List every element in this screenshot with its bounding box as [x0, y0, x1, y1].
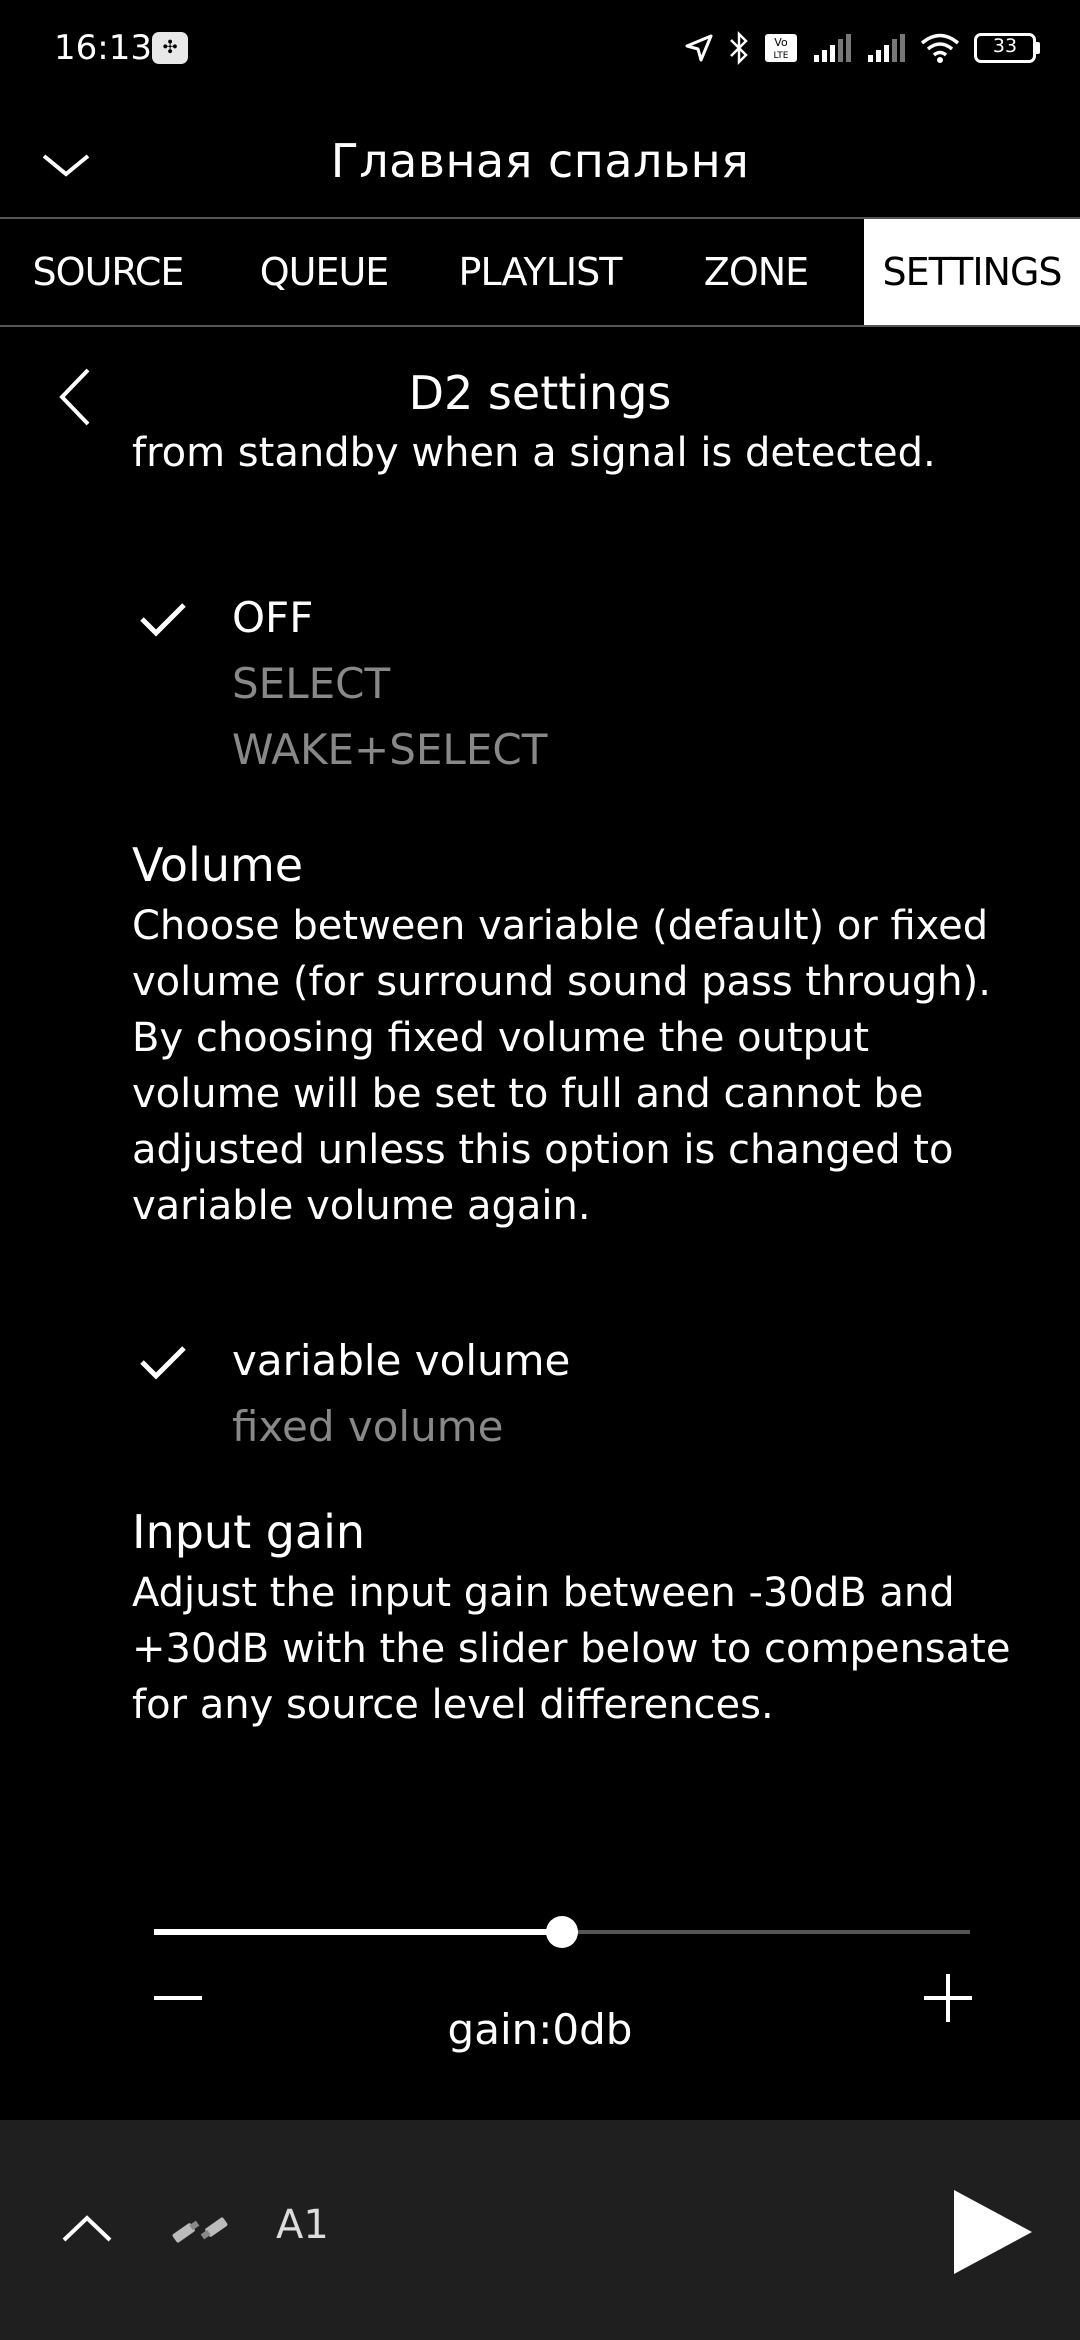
tab-playlist[interactable]: PLAYLIST	[458, 250, 622, 294]
bluetooth-icon	[728, 31, 750, 65]
location-icon	[684, 33, 714, 63]
gain-slider[interactable]	[154, 1912, 970, 1952]
volume-description: Choose between variable (default) or fixed volume (for surround sound pass through). By choosing fixed volume the output volume will be set to full and cannot be adjusted unless this option is changed to variable volume again.	[132, 903, 991, 1229]
header	[0, 110, 1080, 215]
option-wake-select[interactable]	[132, 717, 547, 783]
input-gain-title: Input gain	[132, 1505, 366, 1559]
notification-app-icon: ✣	[152, 32, 188, 64]
option-label: WAKE+SELECT	[232, 725, 548, 774]
source-name: A1	[276, 2202, 329, 2248]
settings-content[interactable]	[0, 430, 1080, 2110]
svg-text:Vo: Vo	[774, 36, 788, 49]
cable-icon	[168, 2198, 232, 2262]
checkmark-icon	[138, 599, 188, 639]
volte-icon	[764, 33, 798, 63]
signal-icon	[866, 33, 906, 63]
slider-thumb[interactable]	[546, 1916, 578, 1948]
gain-value: gain:0db	[447, 2005, 633, 2054]
partial-description: from standby when a signal is detected.	[132, 430, 936, 476]
tab-queue[interactable]: QUEUE	[259, 250, 389, 294]
wifi-icon	[920, 32, 960, 64]
option-off[interactable]	[132, 585, 547, 651]
option-label: variable volume	[232, 1336, 571, 1385]
battery-level: 33	[992, 35, 1018, 57]
slider-fill	[154, 1929, 562, 1935]
option-label: OFF	[232, 593, 314, 642]
status-time: 16:13	[54, 28, 152, 68]
volume-title: Volume	[132, 838, 304, 892]
option-label: SELECT	[232, 659, 391, 708]
play-icon[interactable]	[950, 2186, 1036, 2278]
option-select[interactable]	[132, 651, 547, 717]
wake-options	[132, 585, 547, 783]
player-bar	[0, 2120, 1080, 2340]
status-bar	[0, 0, 1080, 100]
volume-options	[132, 1328, 570, 1460]
room-title: Главная спальня	[330, 134, 750, 188]
svg-text:LTE: LTE	[773, 51, 789, 61]
chevron-left-icon[interactable]	[50, 362, 100, 432]
option-label: fixed volume	[232, 1402, 504, 1451]
tab-source[interactable]: SOURCE	[32, 250, 184, 294]
tab-zone[interactable]: ZONE	[703, 250, 809, 294]
option-variable-volume[interactable]	[132, 1328, 570, 1394]
settings-title: D2 settings	[408, 366, 672, 420]
tab-bar	[0, 217, 1080, 327]
chevron-up-icon[interactable]	[58, 2208, 116, 2248]
tab-settings[interactable]: SETTINGS	[864, 219, 1080, 325]
checkmark-icon	[138, 1342, 188, 1382]
signal-icon	[812, 33, 852, 63]
status-icons	[684, 26, 1040, 70]
option-fixed-volume[interactable]	[132, 1394, 570, 1460]
battery-icon	[974, 33, 1040, 63]
input-gain-description: Adjust the input gain between -30dB and +30dB with the slider below to compensate for any source level differences.	[132, 1570, 1011, 1728]
